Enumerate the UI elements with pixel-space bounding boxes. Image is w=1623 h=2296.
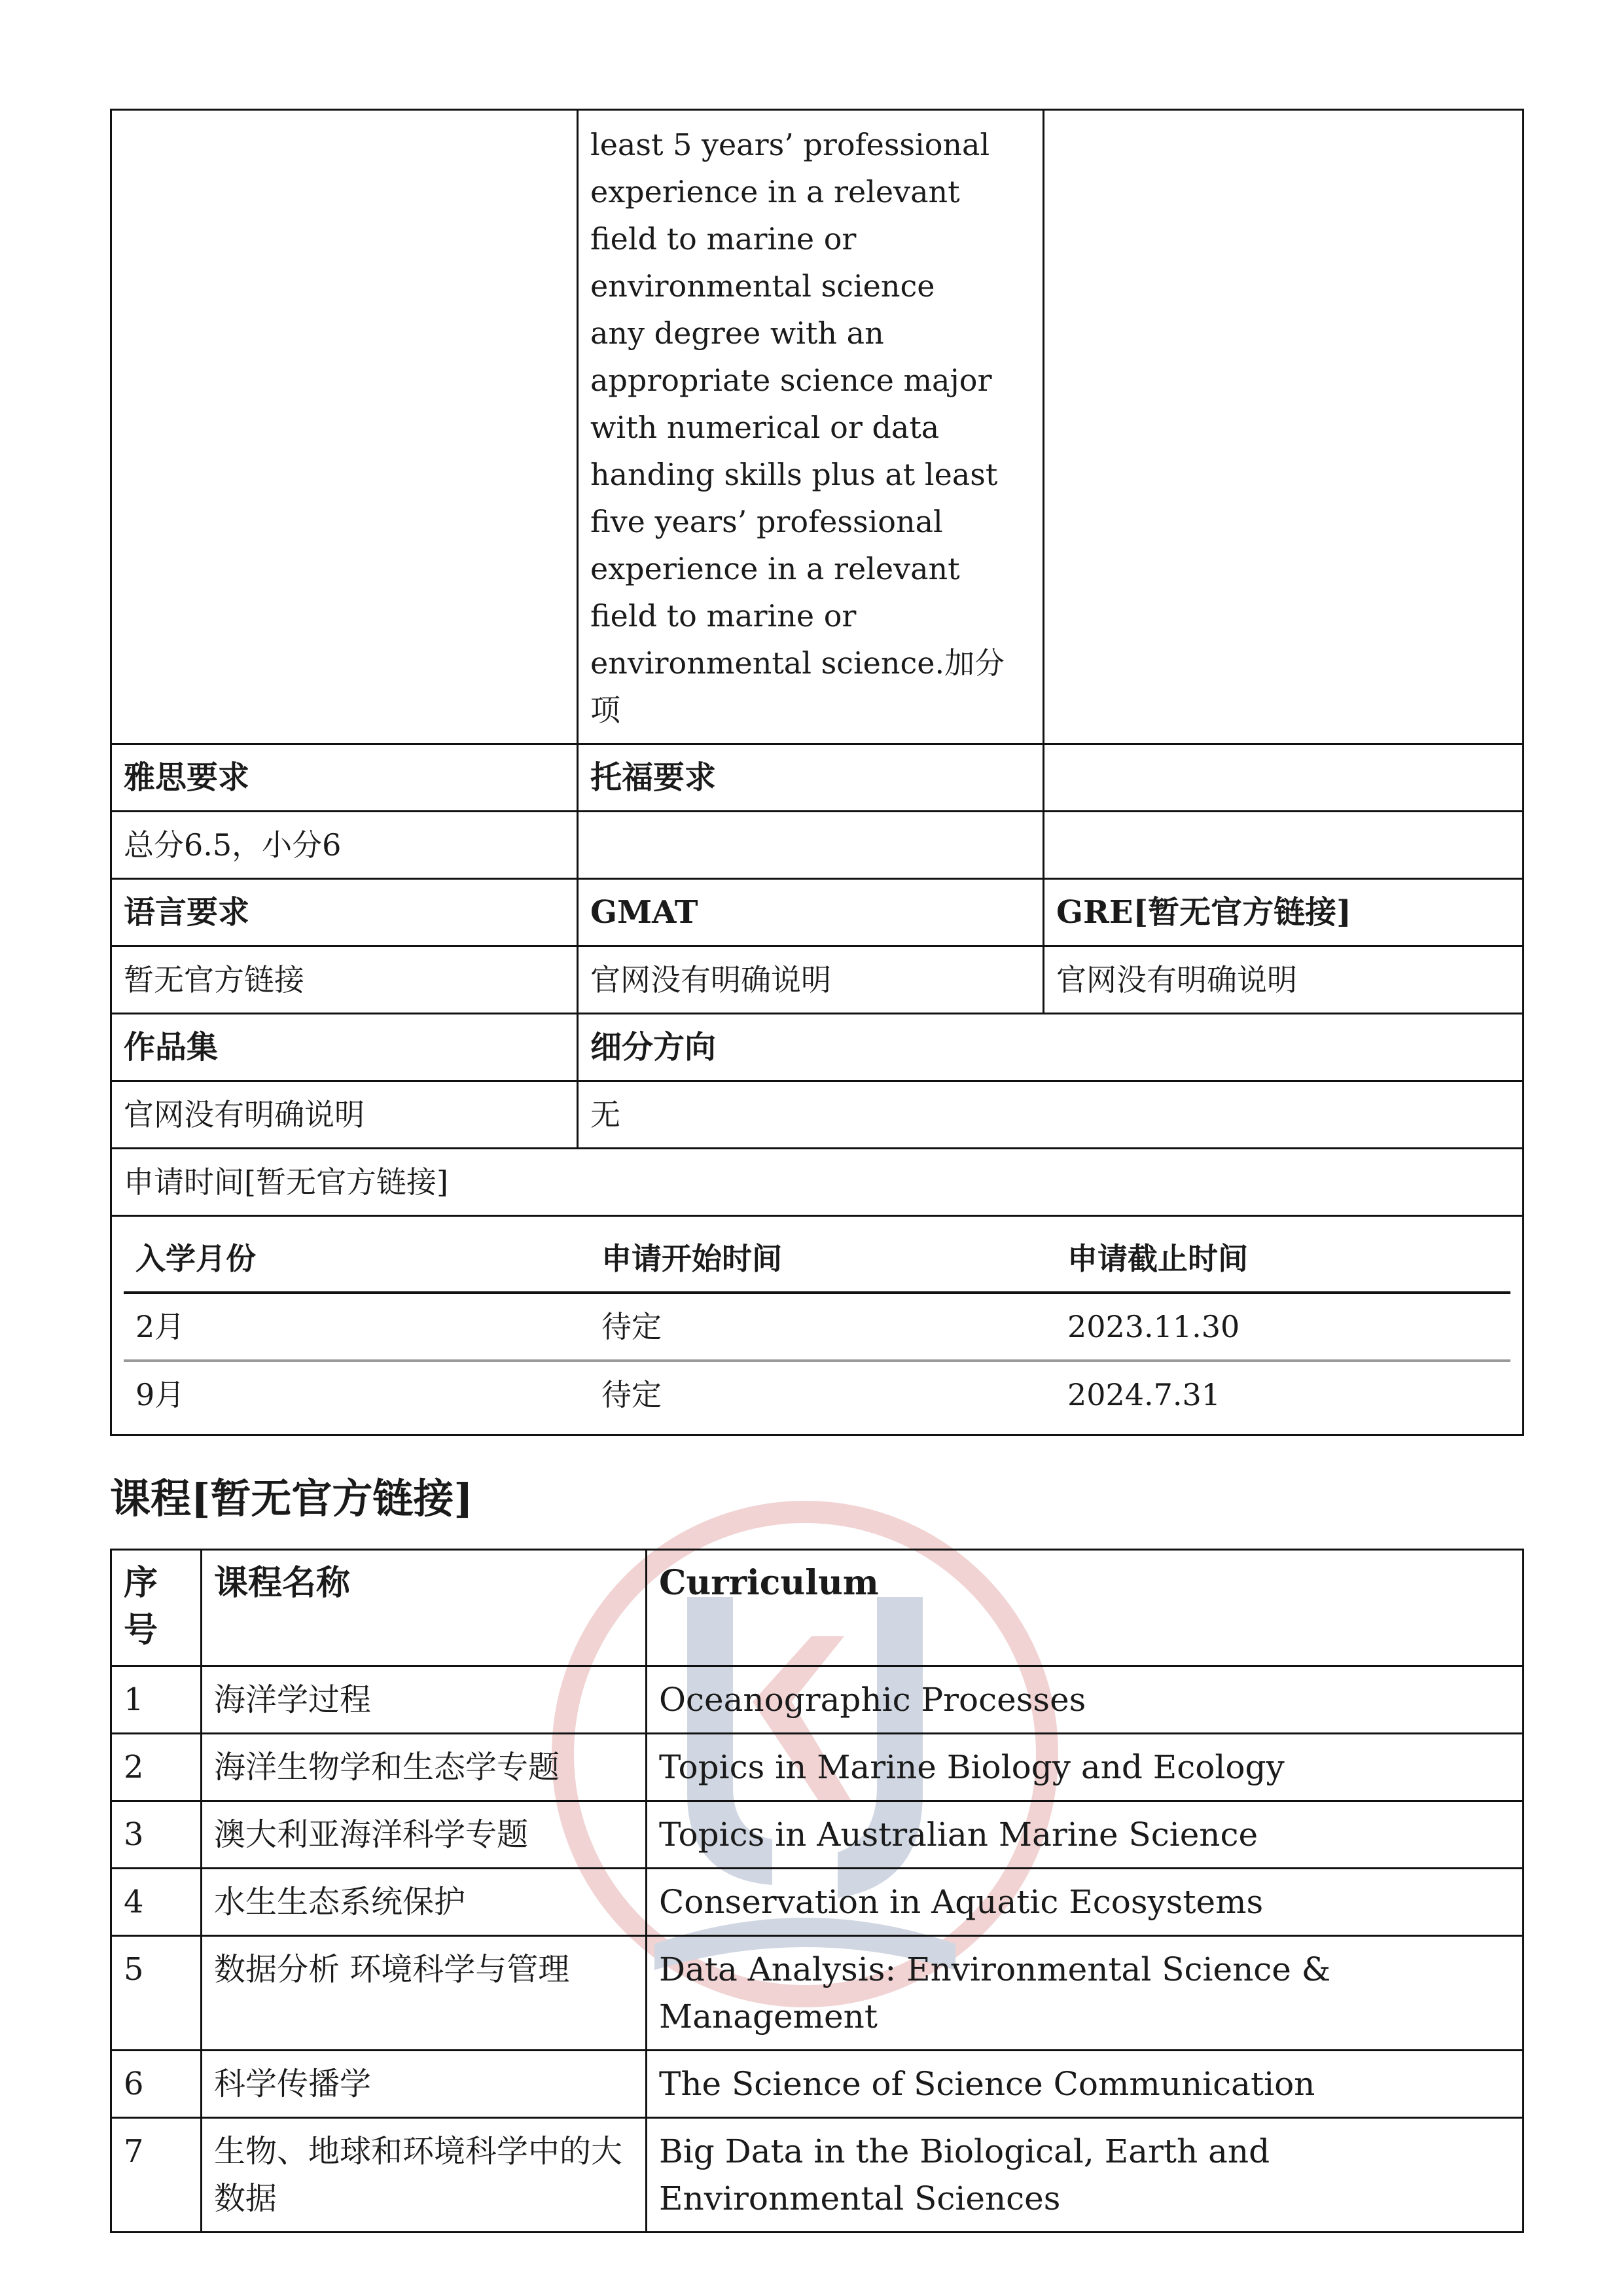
experience-requirement	[578, 110, 1044, 744]
course-name-en: Topics in Australian Marine Science	[647, 1801, 1524, 1869]
portfolio-value-row	[111, 1081, 1524, 1149]
course-row	[111, 2051, 1524, 2118]
experience-line: experience in a relevant	[590, 551, 960, 586]
language-value: 暂无官方链接	[111, 946, 578, 1014]
course-name-cn: 水生生态系统保护	[202, 1869, 647, 1936]
course-number: 4	[111, 1869, 202, 1936]
course-name-en: Big Data in the Biological, Earth and Environmental Sciences	[647, 2118, 1524, 2233]
experience-line: least 5 years’ professional	[590, 127, 990, 162]
application-deadline: 2024.7.31	[1067, 1377, 1221, 1412]
course-name-header: 课程名称	[202, 1550, 647, 1666]
course-name-cn: 海洋学过程	[202, 1666, 647, 1734]
schedule-row-feb	[124, 1293, 1510, 1361]
schedule-cell	[111, 1216, 1524, 1435]
experience-line: 项	[590, 692, 620, 728]
course-number: 3	[111, 1801, 202, 1869]
course-number: 2	[111, 1734, 202, 1801]
toefl-value	[578, 812, 1044, 879]
direction-label: 细分方向	[578, 1014, 1524, 1081]
application-deadline-header: 申请截止时间	[1056, 1226, 1510, 1293]
test-value-row	[111, 812, 1524, 879]
course-row	[111, 1801, 1524, 1869]
application-start-header: 申请开始时间	[590, 1226, 1056, 1293]
direction-value: 无	[578, 1081, 1524, 1149]
intake-month-header: 入学月份	[124, 1226, 590, 1293]
course-row	[111, 2118, 1524, 2233]
experience-line: environmental science.加分	[590, 645, 1005, 681]
experience-row	[111, 110, 1524, 744]
course-number: 6	[111, 2051, 202, 2118]
curriculum-header: Curriculum	[647, 1550, 1524, 1666]
experience-line: experience in a relevant	[590, 174, 960, 209]
language-header-row	[111, 879, 1524, 946]
gmat-label: GMAT	[578, 879, 1044, 946]
course-name-en: Data Analysis: Environmental Science & Management	[647, 1936, 1524, 2051]
course-name-cn: 澳大利亚海洋科学专题	[202, 1801, 647, 1869]
experience-lines	[590, 121, 1031, 734]
toefl-label: 托福要求	[578, 744, 1044, 812]
course-name-en: Oceanographic Processes	[647, 1666, 1524, 1734]
schedule-row-sep	[124, 1361, 1510, 1427]
schedule-table	[124, 1226, 1510, 1427]
schedule-header-row	[124, 1226, 1510, 1293]
schedule-row	[111, 1216, 1524, 1435]
gre-label: GRE[暂无官方链接]	[1044, 879, 1524, 946]
courses-section-title: 课程[暂无官方链接]	[110, 1475, 473, 1522]
index-header	[111, 1550, 202, 1666]
empty-cell	[1044, 812, 1524, 879]
course-name-en: Topics in Marine Biology and Ecology	[647, 1734, 1524, 1801]
empty-cell	[1044, 744, 1524, 812]
application-start: 待定	[601, 1377, 662, 1412]
course-name-en: Conservation in Aquatic Ecosystems	[647, 1869, 1524, 1936]
course-number: 5	[111, 1936, 202, 2051]
test-header-row	[111, 744, 1524, 812]
intake-month: 9月	[135, 1377, 185, 1412]
gre-value: 官网没有明确说明	[1044, 946, 1524, 1014]
course-row	[111, 1869, 1524, 1936]
index-header-line: 序	[124, 1563, 158, 1603]
application-deadline: 2023.11.30	[1056, 1293, 1510, 1361]
course-name-cn: 生物、地球和环境科学中的大数据	[202, 2118, 647, 2233]
portfolio-label: 作品集	[111, 1014, 578, 1081]
experience-line: any degree with an	[590, 315, 884, 351]
course-number: 7	[111, 2118, 202, 2233]
course-name-cn: 海洋生物学和生态学专题	[202, 1734, 647, 1801]
application-start: 待定	[590, 1293, 1056, 1361]
course-row	[111, 1666, 1524, 1734]
experience-line: field to marine or	[590, 221, 857, 257]
portfolio-header-row	[111, 1014, 1524, 1081]
index-header-line: 号	[124, 1610, 158, 1650]
requirements-table	[110, 109, 1524, 1436]
course-name-en: The Science of Science Communication	[647, 2051, 1524, 2118]
empty-cell	[1044, 110, 1524, 744]
ielts-label: 雅思要求	[111, 744, 578, 812]
experience-line: environmental science	[590, 268, 935, 304]
experience-line: handing skills plus at least	[590, 457, 998, 492]
course-name-cn: 数据分析 环境科学与管理	[202, 1936, 647, 2051]
portfolio-value: 官网没有明确说明	[111, 1081, 578, 1149]
courses-table	[110, 1549, 1524, 2233]
experience-line: five years’ professional	[590, 504, 943, 539]
intake-month: 2月	[124, 1293, 590, 1361]
experience-line: appropriate science major	[590, 363, 992, 398]
application-time-row	[111, 1149, 1524, 1216]
course-row	[111, 1936, 1524, 2051]
experience-line: with numerical or data	[590, 410, 940, 445]
course-number: 1	[111, 1666, 202, 1734]
course-name-cn: 科学传播学	[202, 2051, 647, 2118]
gmat-value: 官网没有明确说明	[578, 946, 1044, 1014]
language-label: 语言要求	[111, 879, 578, 946]
course-row	[111, 1734, 1524, 1801]
experience-line: field to marine or	[590, 598, 857, 634]
language-value-row	[111, 946, 1524, 1014]
ielts-value: 总分6.5，小分6	[111, 812, 578, 879]
courses-header-row	[111, 1550, 1524, 1666]
empty-cell	[111, 110, 578, 744]
application-time-label: 申请时间[暂无官方链接]	[111, 1149, 1524, 1216]
